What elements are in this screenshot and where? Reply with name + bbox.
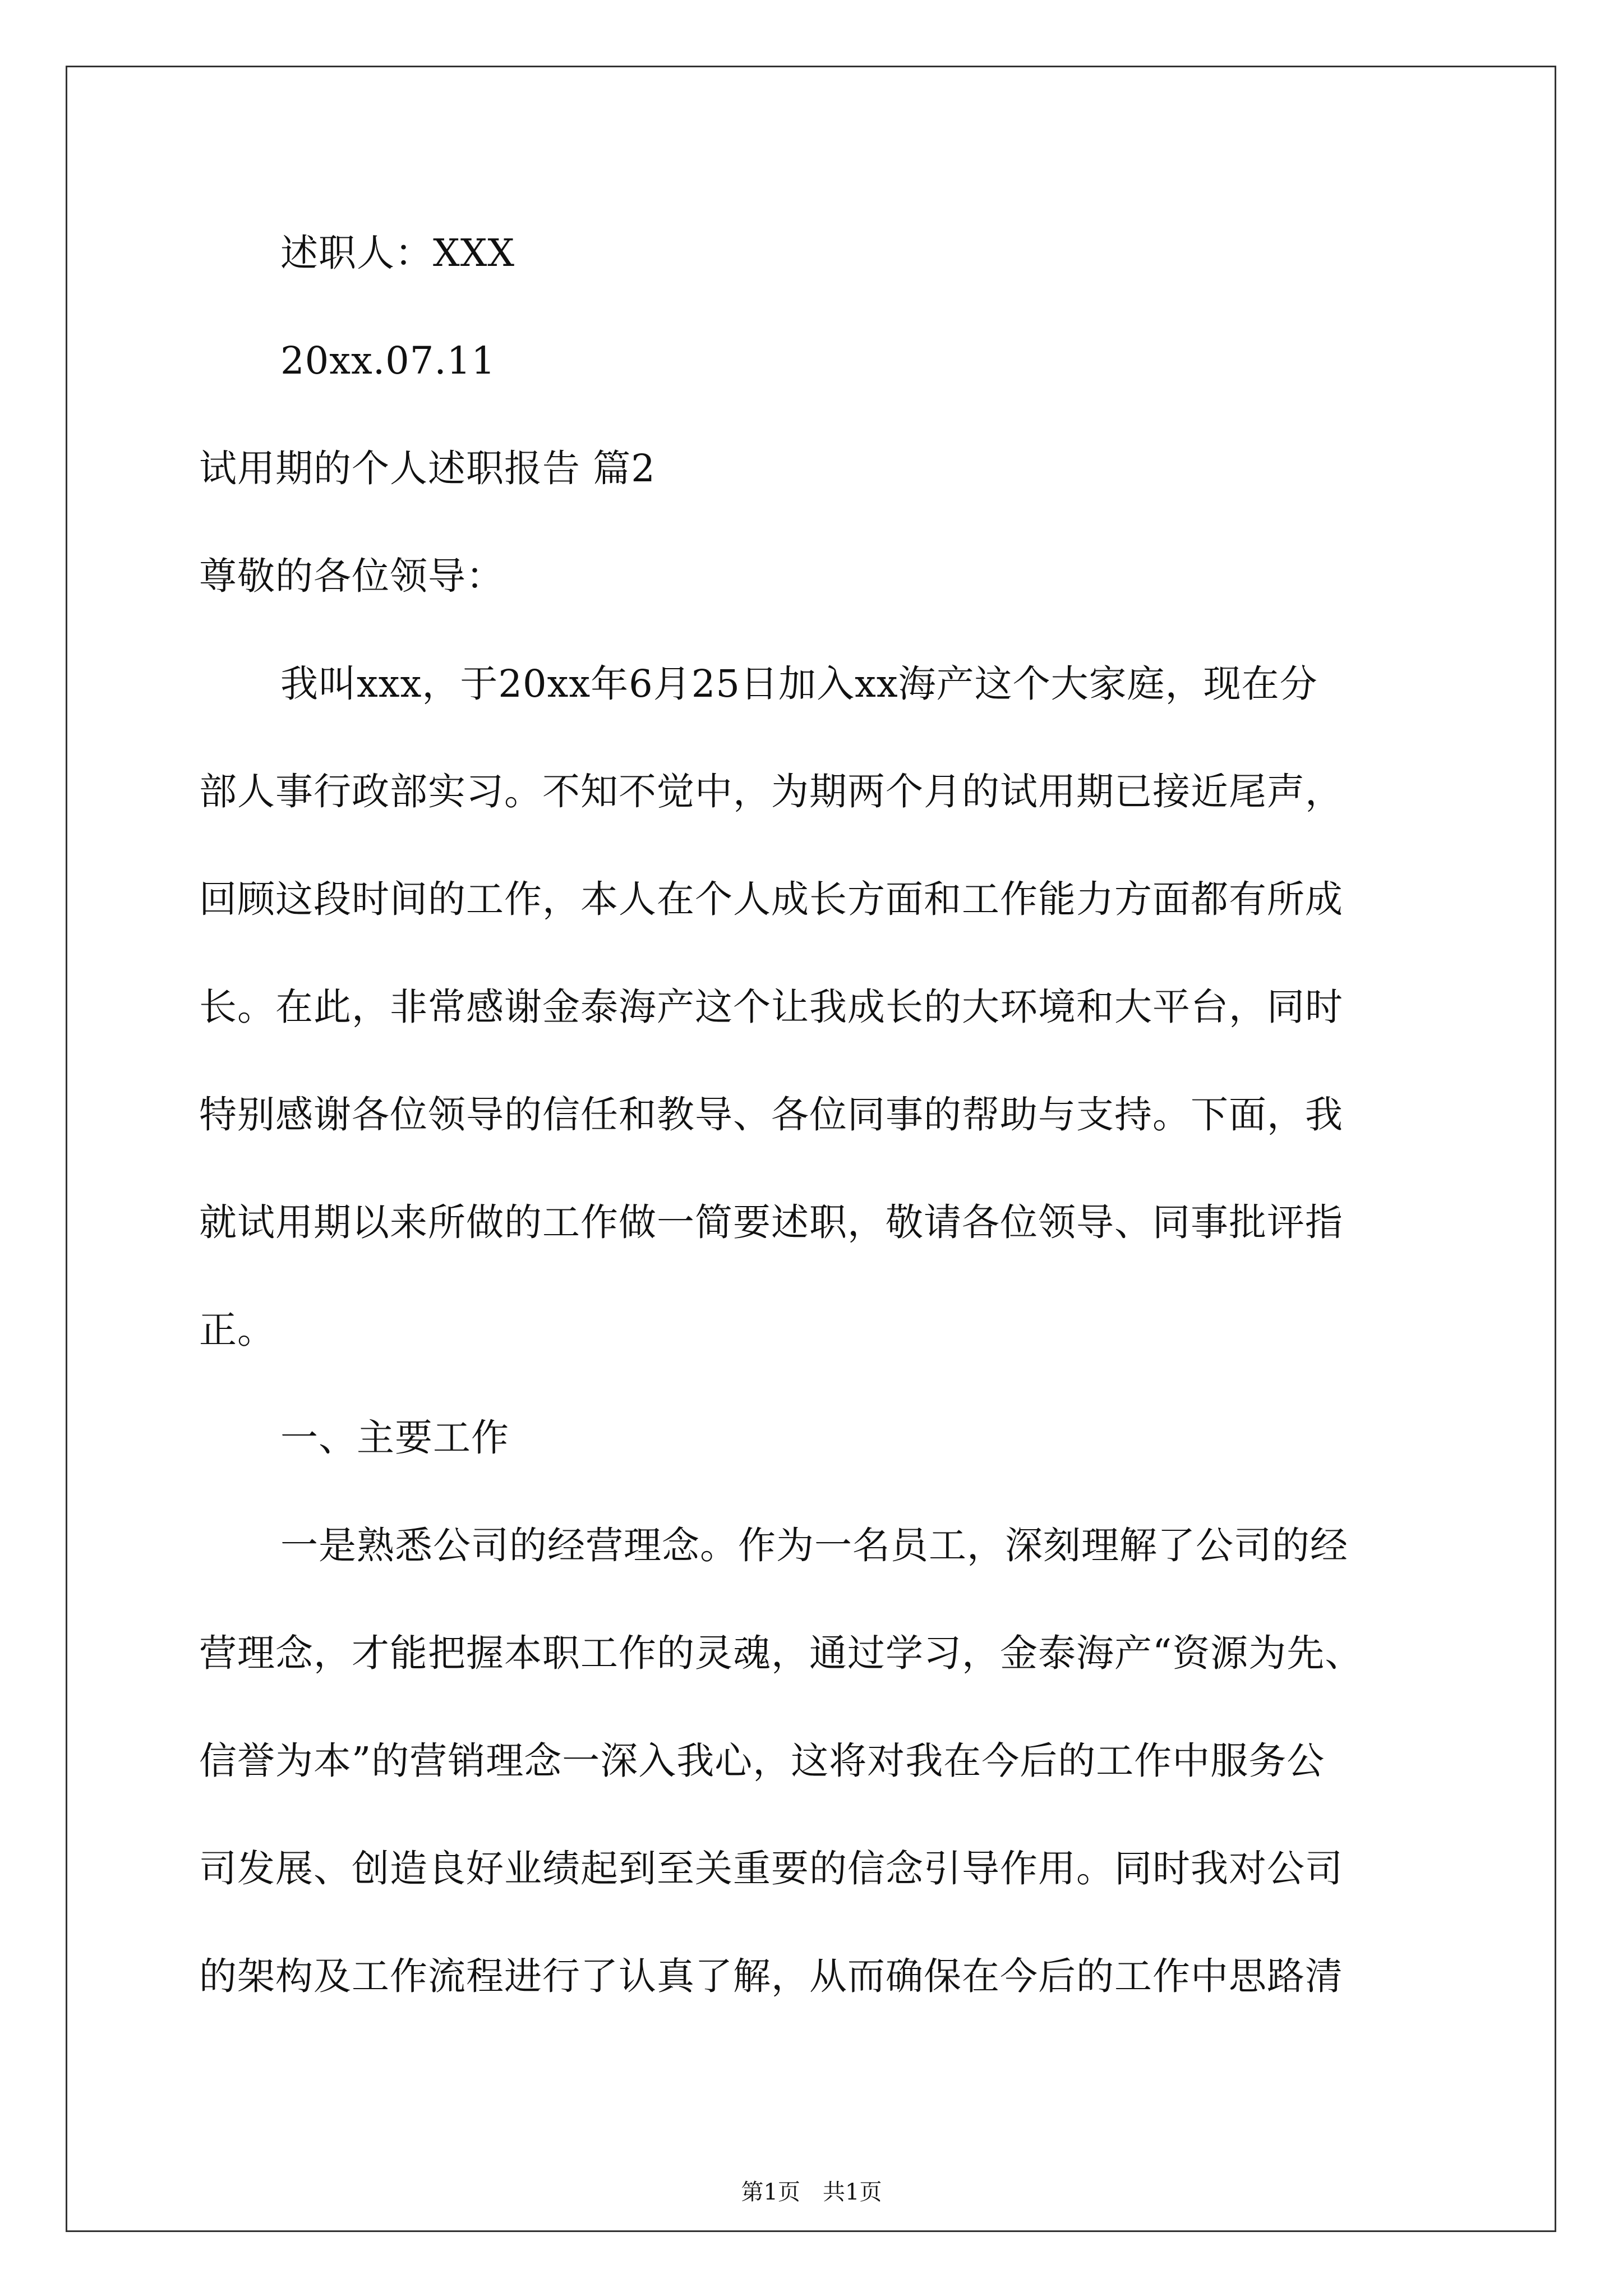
section-title: 试用期的个人述职报告 篇2 [199, 447, 656, 490]
page-number-footer: 第1页 共1页 [741, 2179, 882, 2205]
paragraph-line: 部人事行政部实习。不知不觉中，为期两个月的试用期已接近尾声， [199, 770, 1343, 813]
paragraph-line: 信誉为本”的营销理念一深入我心，这将对我在今后的工作中服务公 [199, 1739, 1325, 1783]
page-border [66, 66, 1556, 2232]
paragraph-line: 就试用期以来所做的工作做一简要述职，敬请各位领导、同事批评指 [199, 1200, 1343, 1244]
paragraph-line: 营理念，才能把握本职工作的灵魂，通过学习，金泰海产“资源为先、 [199, 1631, 1363, 1675]
section-heading: 一、主要工作 [280, 1416, 509, 1460]
paragraph-line: 一是熟悉公司的经营理念。作为一名员工，深刻理解了公司的经 [280, 1524, 1348, 1567]
signature-line: 述职人：XXX [280, 231, 515, 275]
paragraph-line: 长。在此，非常感谢金泰海产这个让我成长的大环境和大平台，同时 [199, 985, 1343, 1029]
paragraph-line: 正。 [199, 1308, 275, 1352]
paragraph-line: 我叫xxx，于20xx年6月25日加入xx海产这个大家庭，现在分 [280, 662, 1318, 706]
salutation: 尊敬的各位领导： [199, 554, 504, 598]
paragraph-line: 回顾这段时间的工作，本人在个人成长方面和工作能力方面都有所成 [199, 877, 1343, 921]
paragraph-line: 特别感谢各位领导的信任和教导、各位同事的帮助与支持。下面，我 [199, 1093, 1343, 1137]
date-line: 20xx.07.11 [280, 339, 496, 383]
paragraph-line: 司发展、创造良好业绩起到至关重要的信念引导作用。同时我对公司 [199, 1847, 1343, 1890]
paragraph-line: 的架构及工作流程进行了认真了解，从而确保在今后的工作中思路清 [199, 1954, 1343, 1998]
